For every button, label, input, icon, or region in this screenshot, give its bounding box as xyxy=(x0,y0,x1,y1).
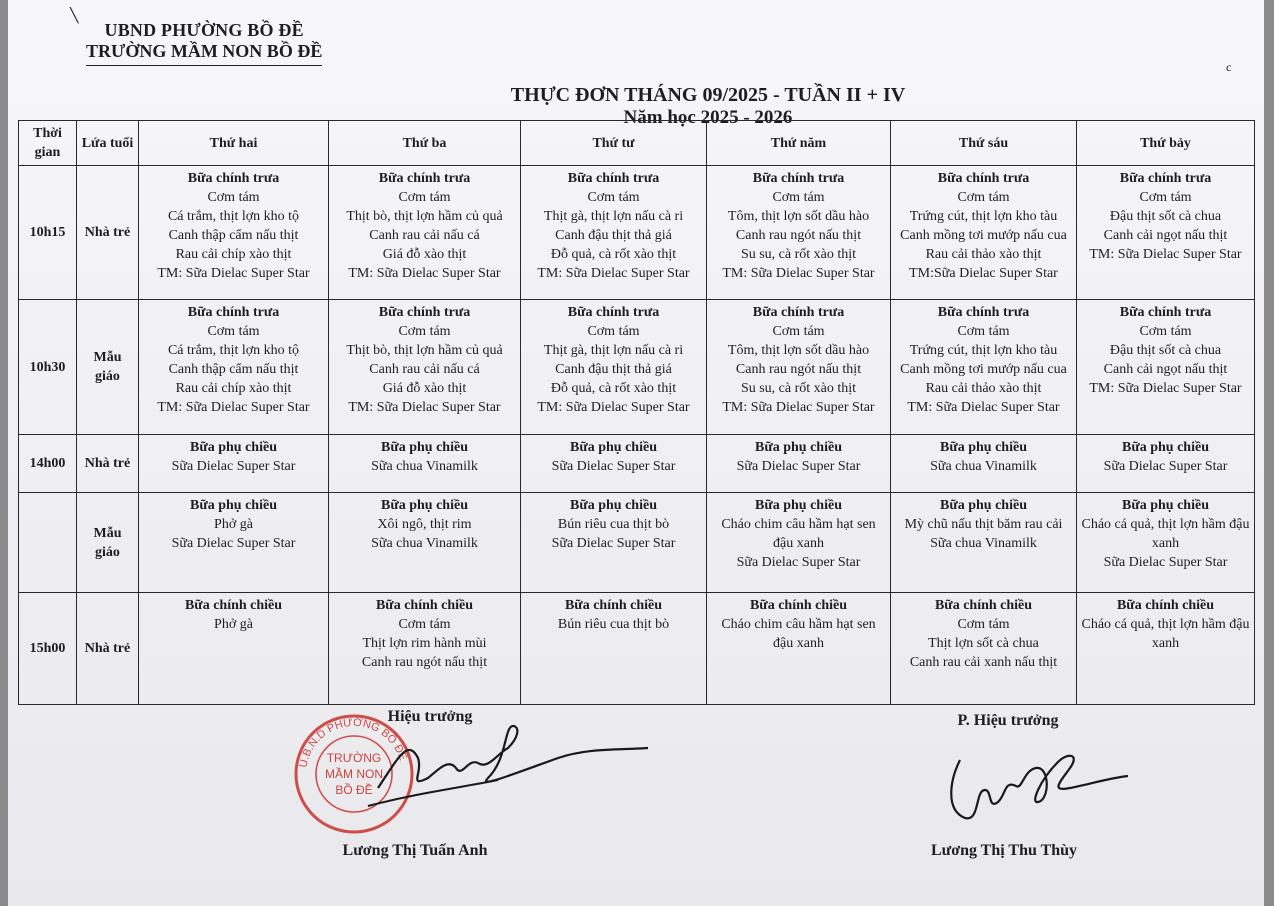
dish-item: Cơm tám xyxy=(957,617,1010,632)
dish-item: Xôi ngô, thịt rim xyxy=(377,517,472,532)
meal-time: 14h00 xyxy=(19,435,77,493)
dish-item: Mỳ chũ nấu thịt băm rau cải xyxy=(904,517,1063,532)
menu-cell xyxy=(521,593,707,705)
dish-item: TM: Sữa Dielac Super Star xyxy=(1089,247,1242,262)
age-group: Nhà trẻ xyxy=(77,593,139,705)
menu-cell xyxy=(139,300,329,435)
dish-item: Tôm, thịt lợn sốt dầu hào xyxy=(727,343,870,358)
dish-item: Thịt lợn rim hành mùi xyxy=(362,636,487,651)
meal-type: Bữa chính trưa xyxy=(378,305,471,320)
menu-cell xyxy=(891,435,1077,493)
dish-item: Đỗ quả, cà rốt xào thịt xyxy=(550,247,677,262)
dish-item: Đỗ quả, cà rốt xào thịt xyxy=(550,381,677,396)
meal-type: Bữa phụ chiều xyxy=(570,440,657,455)
meal-type: Bữa chính trưa xyxy=(187,305,280,320)
table-row xyxy=(19,300,1255,435)
header-age: Lứa tuổi xyxy=(77,121,139,166)
meal-type: Bữa chính chiều xyxy=(564,598,663,613)
meal-type: Bữa phụ chiều xyxy=(190,440,277,455)
dish-item: Cơm tám xyxy=(772,324,825,339)
meal-time: 15h00 xyxy=(19,593,77,705)
dish-item: Canh mồng tơi mướp nấu cua xyxy=(900,228,1067,243)
document-page xyxy=(8,0,1264,906)
dish-item: TM: Sữa Dielac Super Star xyxy=(907,400,1060,415)
header-day: Thứ hai xyxy=(139,121,329,166)
dish-item: Cơm tám xyxy=(587,190,640,205)
school-year: Năm học 2025 - 2026 xyxy=(623,107,793,128)
header-day: Thứ năm xyxy=(707,121,891,166)
dish-item: Cháo chim câu hầm hạt sen đậu xanh xyxy=(721,517,876,551)
dish-item: Cơm tám xyxy=(398,190,451,205)
dish-item: Cơm tám xyxy=(772,190,825,205)
dish-item: Sữa Dielac Super Star xyxy=(736,555,861,570)
dish-item: Cơm tám xyxy=(398,617,451,632)
meal-type: Bữa chính trưa xyxy=(937,305,1030,320)
dish-item: Canh rau cải nấu cá xyxy=(369,362,480,377)
header-day: Thứ ba xyxy=(329,121,521,166)
dish-item: Canh đậu thịt thả giá xyxy=(555,228,672,243)
menu-cell xyxy=(1077,435,1255,493)
meal-type: Bữa phụ chiều xyxy=(755,498,842,513)
menu-cell xyxy=(329,166,521,300)
menu-title: THỰC ĐƠN THÁNG 09/2025 - TUẦN II + IV xyxy=(510,84,906,106)
meal-type: Bữa chính chiều xyxy=(749,598,848,613)
menu-cell xyxy=(707,435,891,493)
dish-item: Cơm tám xyxy=(957,324,1010,339)
dish-item: Thịt gà, thịt lợn nấu cà ri xyxy=(543,343,684,358)
dish-item: Su su, cà rốt xào thịt xyxy=(740,381,857,396)
dish-item: Canh cải ngọt nấu thịt xyxy=(1103,362,1228,377)
stamp-inner-line-2: MẦM NON xyxy=(325,767,383,781)
dish-item: Phở gà xyxy=(214,517,253,532)
dish-item: Giá đỗ xào thịt xyxy=(382,247,467,262)
menu-cell xyxy=(139,166,329,300)
dish-item: Canh thập cẩm nấu thịt xyxy=(168,228,299,243)
table-row xyxy=(19,493,1255,593)
meal-type: Bữa chính chiều xyxy=(934,598,1033,613)
school-header xyxy=(86,20,322,66)
dish-item: Sữa Dielac Super Star xyxy=(171,536,296,551)
menu-cell xyxy=(891,593,1077,705)
meal-type: Bữa phụ chiều xyxy=(381,498,468,513)
meal-type: Bữa chính trưa xyxy=(937,171,1030,186)
header-time: Thời gian xyxy=(19,121,77,166)
dish-item: Thịt gà, thịt lợn nấu cà ri xyxy=(543,209,684,224)
dish-item: Cháo chim câu hầm hạt sen đậu xanh xyxy=(721,617,876,651)
dish-item: Rau cải chíp xào thịt xyxy=(175,247,292,262)
table-row xyxy=(19,435,1255,493)
dish-item: Canh mồng tơi mướp nấu cua xyxy=(900,362,1067,377)
stamp-outer-text: U.B.N.D PHƯỜNG BỒ ĐỀ xyxy=(297,716,409,769)
meal-time xyxy=(19,493,77,593)
principal-signature xyxy=(338,718,658,828)
dish-item: Cơm tám xyxy=(207,190,260,205)
dish-item: Trứng cút, thịt lợn kho tàu xyxy=(909,343,1058,358)
menu-cell xyxy=(521,166,707,300)
dish-item: TM: Sữa Dielac Super Star xyxy=(157,400,310,415)
edge-mark: c xyxy=(1226,60,1232,74)
dish-item: Canh rau ngót nấu thịt xyxy=(735,228,862,243)
dish-item: Thịt lợn sốt cà chua xyxy=(928,636,1039,651)
header-day: Thứ tư xyxy=(521,121,707,166)
dish-item: Sữa Dielac Super Star xyxy=(171,459,296,474)
meal-type: Bữa phụ chiều xyxy=(940,498,1027,513)
meal-type: Bữa phụ chiều xyxy=(1122,440,1209,455)
vice-principal-title: P. Hiệu trưởng xyxy=(957,712,1059,729)
principal-title: Hiệu trưởng xyxy=(387,708,473,725)
meal-type: Bữa phụ chiều xyxy=(940,440,1027,455)
menu-cell xyxy=(891,493,1077,593)
meal-type: Bữa phụ chiều xyxy=(755,440,842,455)
menu-cell xyxy=(329,300,521,435)
menu-cell xyxy=(891,300,1077,435)
meal-type: Bữa chính trưa xyxy=(752,305,845,320)
dish-item: Sữa chua Vinamilk xyxy=(930,536,1037,551)
vice-principal-name: Lương Thị Thu Thùy xyxy=(930,842,1078,859)
dish-item: TM: Sữa Dielac Super Star xyxy=(722,400,875,415)
vice-principal-signature xyxy=(940,740,1140,830)
menu-cell xyxy=(521,435,707,493)
menu-cell xyxy=(707,593,891,705)
dish-item: Su su, cà rốt xào thịt xyxy=(740,247,857,262)
dish-item: TM: Sữa Dielac Super Star xyxy=(1089,381,1242,396)
menu-cell xyxy=(707,166,891,300)
header-day: Thứ sáu xyxy=(891,121,1077,166)
meal-type: Bữa chính chiều xyxy=(375,598,474,613)
age-group: Mẫu giáo xyxy=(77,300,139,435)
dish-item: Bún riêu cua thịt bò xyxy=(557,617,670,632)
dish-item: TM: Sữa Dielac Super Star xyxy=(722,266,875,281)
menu-cell xyxy=(139,493,329,593)
header-day: Thứ bảy xyxy=(1077,121,1255,166)
dish-item: Phở gà xyxy=(214,617,253,632)
dish-item: Đậu thịt sốt cà chua xyxy=(1109,209,1222,224)
meal-time: 10h15 xyxy=(19,166,77,300)
dish-item: TM: Sữa Dielac Super Star xyxy=(537,400,690,415)
dish-item: Giá đỗ xào thịt xyxy=(382,381,467,396)
dish-item: Cơm tám xyxy=(1139,324,1192,339)
dish-item: Sữa Dielac Super Star xyxy=(736,459,861,474)
meal-type: Bữa chính chiều xyxy=(184,598,283,613)
dish-item: Cháo cá quả, thịt lợn hầm đậu xanh xyxy=(1081,517,1250,551)
meal-type: Bữa chính trưa xyxy=(378,171,471,186)
menu-cell xyxy=(1077,493,1255,593)
age-group: Nhà trẻ xyxy=(77,435,139,493)
dish-item: Trứng cút, thịt lợn kho tàu xyxy=(909,209,1058,224)
dish-item: Cơm tám xyxy=(957,190,1010,205)
menu-cell xyxy=(1077,300,1255,435)
meal-time: 10h30 xyxy=(19,300,77,435)
menu-cell xyxy=(329,593,521,705)
dish-item: Sữa Dielac Super Star xyxy=(551,459,676,474)
meal-type: Bữa phụ chiều xyxy=(1122,498,1209,513)
dish-item: Sữa Dielac Super Star xyxy=(1103,555,1228,570)
menu-table xyxy=(18,120,1255,705)
dish-item: Tôm, thịt lợn sốt dầu hào xyxy=(727,209,870,224)
menu-cell xyxy=(329,435,521,493)
dish-item: Cơm tám xyxy=(207,324,260,339)
dish-item: Rau cải thảo xào thịt xyxy=(925,381,1042,396)
dish-item: Canh cải ngọt nấu thịt xyxy=(1103,228,1228,243)
dish-item: Sữa chua Vinamilk xyxy=(371,459,478,474)
meal-type: Bữa chính trưa xyxy=(752,171,845,186)
menu-cell xyxy=(521,493,707,593)
menu-cell xyxy=(521,300,707,435)
dish-item: Sữa Dielac Super Star xyxy=(551,536,676,551)
principal-name: Lương Thị Tuấn Anh xyxy=(342,842,488,859)
menu-cell xyxy=(1077,593,1255,705)
meal-type: Bữa phụ chiều xyxy=(190,498,277,513)
stamp-inner-line-3: BỒ ĐỀ xyxy=(335,783,373,797)
meal-type: Bữa chính trưa xyxy=(1119,305,1212,320)
dish-item: Sữa chua Vinamilk xyxy=(371,536,478,551)
dish-item: Rau cải thảo xào thịt xyxy=(925,247,1042,262)
meal-type: Bữa chính trưa xyxy=(567,305,660,320)
menu-cell xyxy=(329,493,521,593)
dish-item: TM: Sữa Dielac Super Star xyxy=(157,266,310,281)
dish-item: Cá trắm, thịt lợn kho tộ xyxy=(167,343,300,358)
dish-item: TM: Sữa Dielac Super Star xyxy=(348,400,501,415)
table-row xyxy=(19,166,1255,300)
stamp-inner-line-1: TRƯỜNG xyxy=(326,751,382,765)
menu-cell xyxy=(707,493,891,593)
menu-cell xyxy=(891,166,1077,300)
menu-cell xyxy=(139,593,329,705)
dish-item: TM:Sữa Dielac Super Star xyxy=(909,266,1058,281)
dish-item: Thịt bò, thịt lợn hầm củ quả xyxy=(346,209,503,224)
dish-item: Sữa chua Vinamilk xyxy=(930,459,1037,474)
meal-type: Bữa chính trưa xyxy=(567,171,660,186)
dish-item: Cơm tám xyxy=(1139,190,1192,205)
dish-item: Cơm tám xyxy=(587,324,640,339)
corner-mark: ╲ xyxy=(70,9,79,24)
age-group: Mẫu giáo xyxy=(77,493,139,593)
menu-body xyxy=(19,166,1255,705)
meal-type: Bữa phụ chiều xyxy=(570,498,657,513)
dish-item: Cháo cá quả, thịt lợn hầm đậu xanh xyxy=(1081,617,1250,651)
meal-type: Bữa chính trưa xyxy=(187,171,280,186)
dish-item: Canh thập cẩm nấu thịt xyxy=(168,362,299,377)
meal-type: Bữa phụ chiều xyxy=(381,440,468,455)
dish-item: Đậu thịt sốt cà chua xyxy=(1109,343,1222,358)
dish-item: Rau cải chíp xào thịt xyxy=(175,381,292,396)
dish-item: Bún riêu cua thịt bò xyxy=(557,517,670,532)
header-line-1: UBND PHƯỜNG BỒ ĐỀ xyxy=(104,20,304,40)
dish-item: Canh rau cải xanh nấu thịt xyxy=(909,655,1058,670)
menu-cell xyxy=(707,300,891,435)
table-header-row xyxy=(19,121,1255,166)
dish-item: TM: Sữa Dielac Super Star xyxy=(348,266,501,281)
dish-item: Canh rau ngót nấu thịt xyxy=(735,362,862,377)
dish-item: Cá trắm, thịt lợn kho tộ xyxy=(167,209,300,224)
meal-type: Bữa chính chiều xyxy=(1116,598,1215,613)
dish-item: Canh rau ngót nấu thịt xyxy=(361,655,488,670)
header-line-2: TRƯỜNG MẦM NON BỒ ĐỀ xyxy=(86,41,322,66)
menu-cell xyxy=(139,435,329,493)
dish-item: TM: Sữa Dielac Super Star xyxy=(537,266,690,281)
dish-item: Canh rau cải nấu cá xyxy=(369,228,480,243)
dish-item: Sữa Dielac Super Star xyxy=(1103,459,1228,474)
dish-item: Canh đậu thịt thả giá xyxy=(555,362,672,377)
age-group: Nhà trẻ xyxy=(77,166,139,300)
table-row xyxy=(19,593,1255,705)
dish-item: Cơm tám xyxy=(398,324,451,339)
meal-type: Bữa chính trưa xyxy=(1119,171,1212,186)
dish-item: Thịt bò, thịt lợn hầm củ quả xyxy=(346,343,503,358)
menu-cell xyxy=(1077,166,1255,300)
